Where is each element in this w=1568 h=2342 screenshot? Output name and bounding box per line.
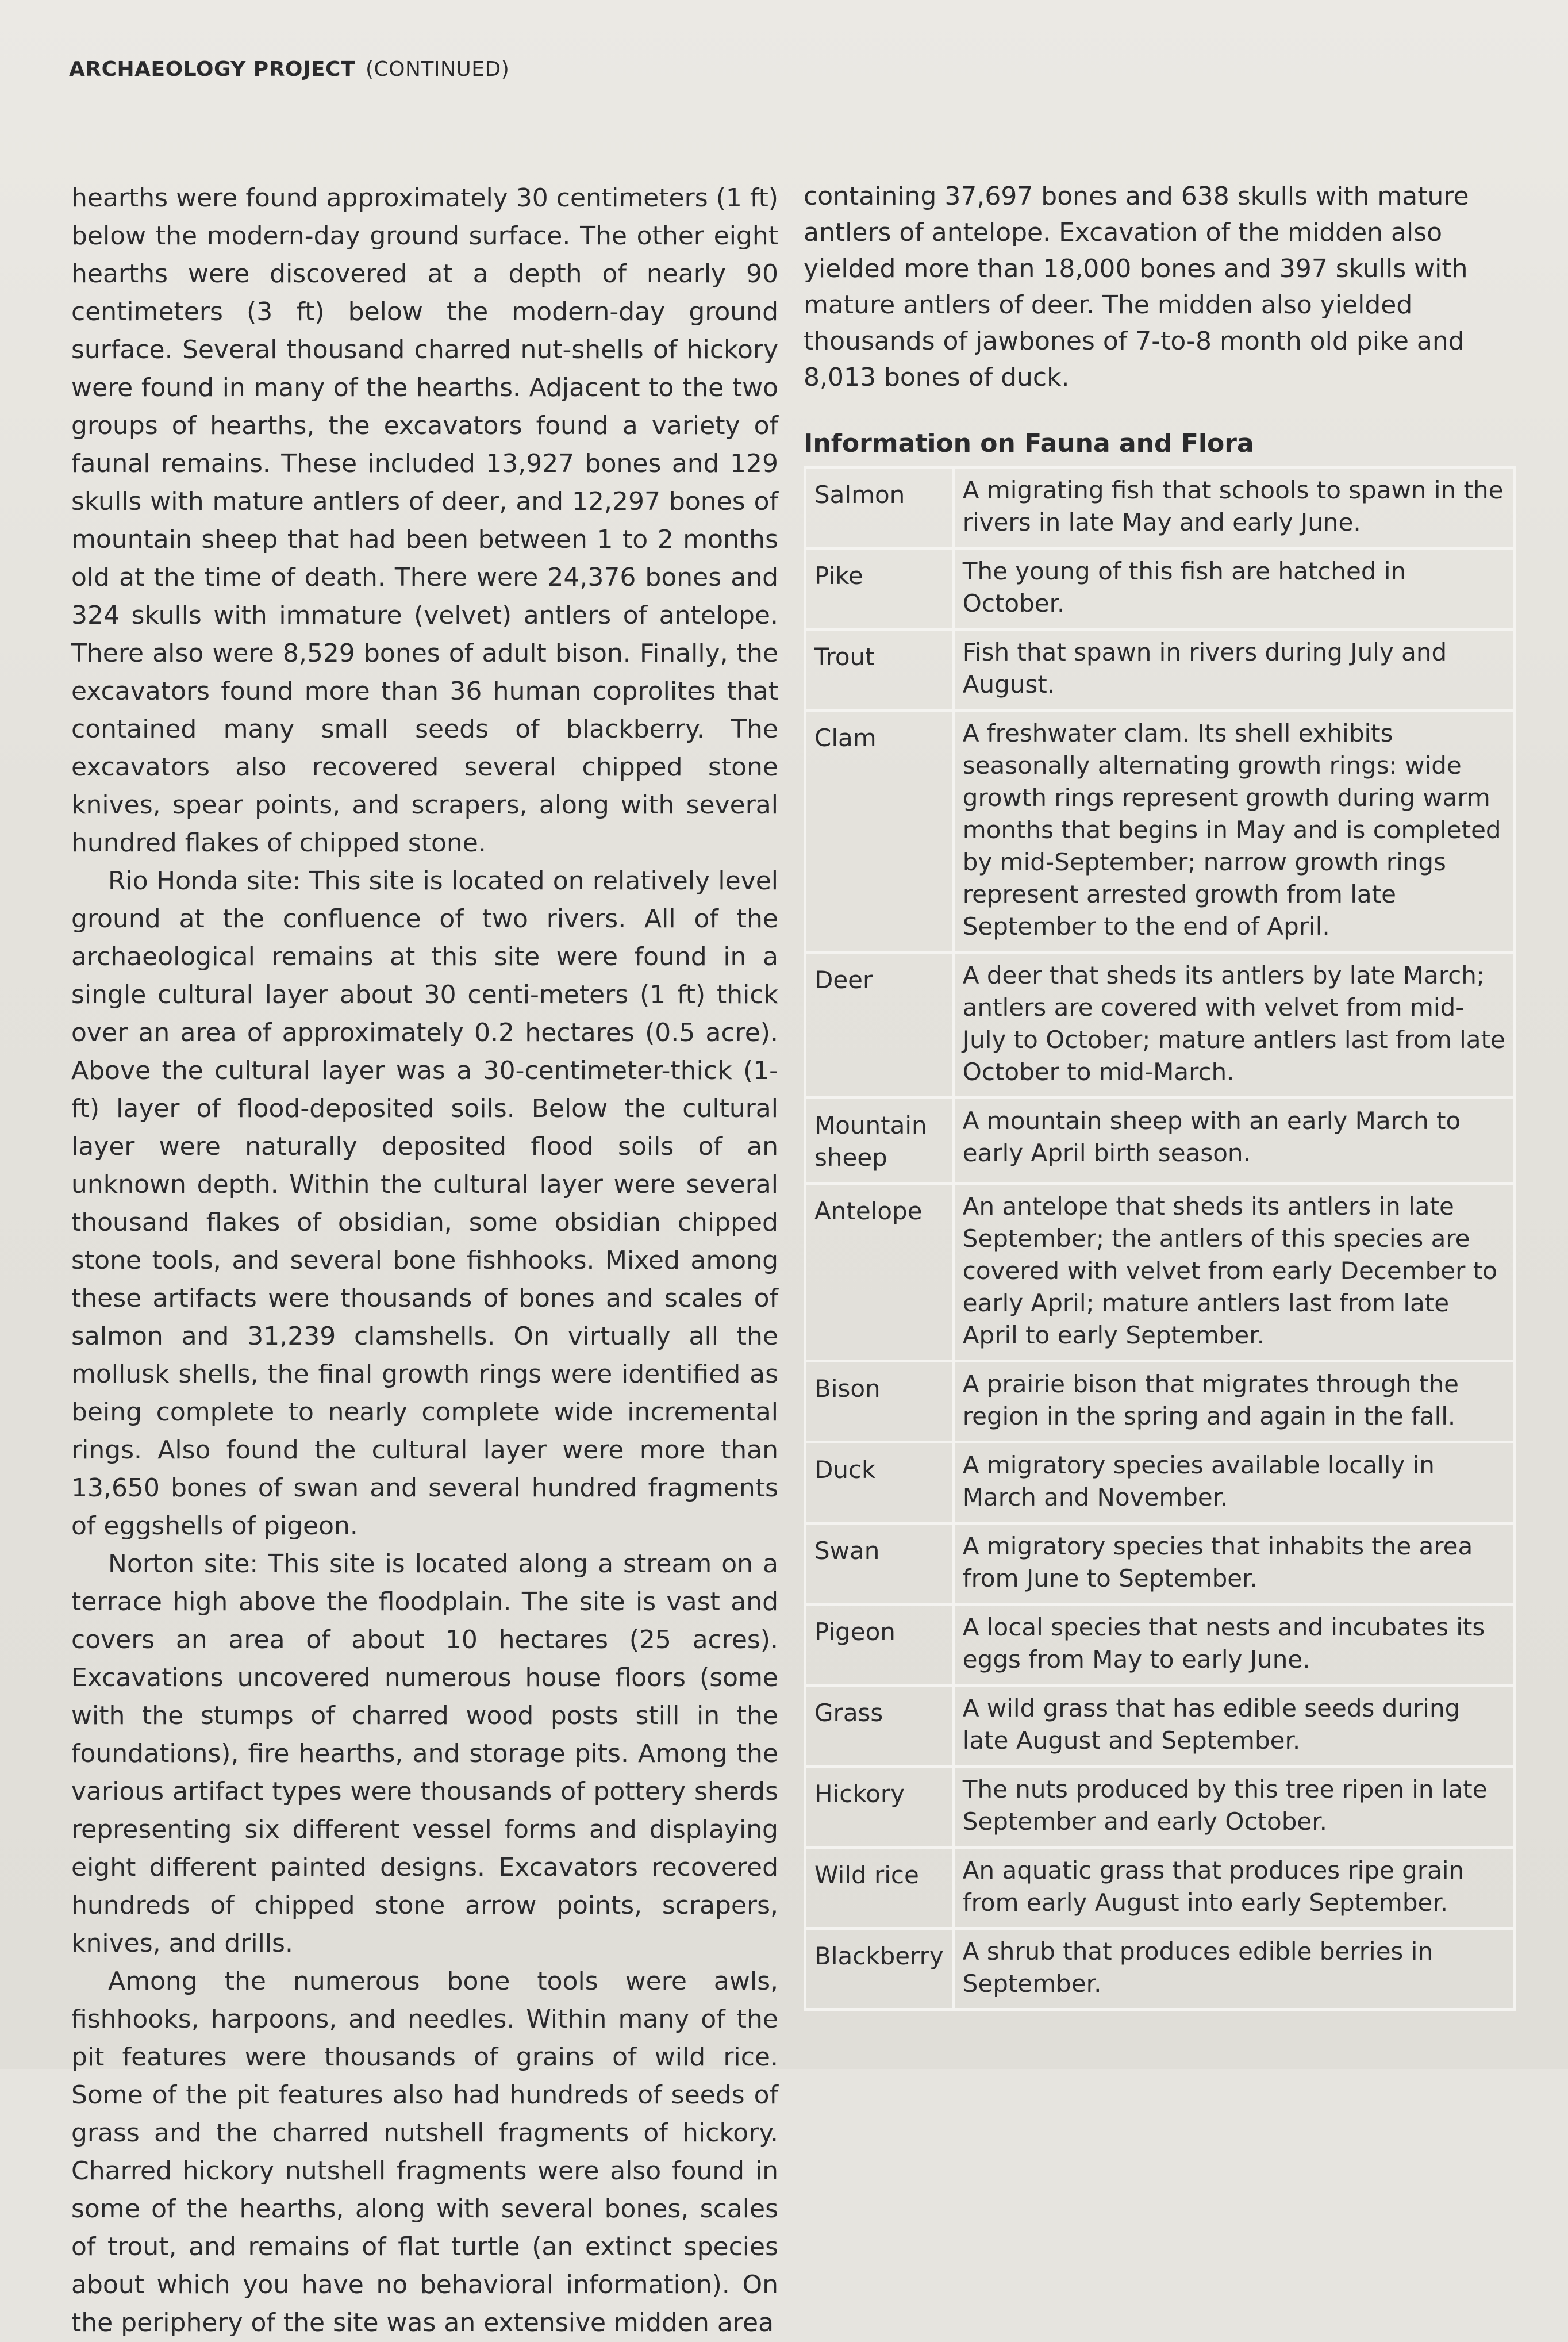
species-description: The young of this fish are hatched in October. [953,548,1515,629]
table-row-pike [805,548,1515,629]
table-row-mountain-sheep [805,1098,1515,1184]
species-description: An antelope that sheds its antlers in late September; the antlers of this species are covered with velvet from early December to early April; mature antlers last from late April to early September. [953,1184,1515,1361]
species-description: A wild grass that has edible seeds during late August and September. [953,1686,1515,1767]
paragraph-rio-honda-site: Rio Honda site: This site is located on relatively level ground at the confluence of two rivers. All of the archaeological remains at this site were found in a single cultural layer about 30 centi-meters (1 ft) thick over an area of approximately 0.2 hectares (0.5 acre). Above the cultural layer was a 30-centimeter-thick (1-ft) layer of flood-deposited soils. Below the cultural layer were naturally deposited flood soils of an unknown depth. Within the cultural layer were several thousand flakes of obsidian, some obsidian chipped stone tools, and several bone fishhooks. Mixed among these artifacts were thousands of bones and scales of salmon and 31,239 clamshells. On virtually all the mollusk shells, the final growth rings were identified as being complete to nearly complete wide incremental rings. Also found the cultural layer were more than 13,650 bones of swan and several hundred fragments of eggshells of pigeon. [71,866,778,1541]
table-row-swan [805,1523,1515,1604]
paragraph-hearths: hearths were found approximately 30 centimeters (1 ft) below the modern-day ground surface. The other eight hearths were discovered at a depth of nearly 90 centimeters (3 ft) below the modern-day ground surface. Several thousand charred nut-shells of hickory were found in many of the hearths. Adjacent to the two groups of hearths, the excavators found a variety of faunal remains. These included 13,927 bones and 129 skulls with mature antlers of deer, and 12,297 bones of mountain sheep that had been between 1 to 2 months old at the time of death. There were 24,376 bones and 324 skulls with immature (velvet) antlers of antelope. There also were 8,529 bones of adult bison. Finally, the excavators found more than 36 human coprolites that contained many small seeds of blackberry. The excavators also recovered several chipped stone knives, spear points, and scrapers, along with several hundred flakes of chipped stone. [71,183,778,858]
species-name: Pigeon [805,1604,954,1686]
header-title: ARCHAEOLOGY PROJECT [69,57,355,81]
header-subtitle: (CONTINUED) [365,57,510,81]
species-name: Salmon [805,467,954,548]
table-row-clam [805,711,1515,953]
species-name: Swan [805,1523,954,1604]
species-name: Trout [805,629,954,711]
running-header [69,57,509,81]
table-row-blackberry [805,1929,1515,2010]
species-description: A migratory species available locally in March and November. [953,1442,1515,1523]
species-description: A deer that sheds its antlers by late March; antlers are covered with velvet from mid-July to October; mature antlers last from late October to mid-March. [953,953,1515,1098]
species-name: Mountain sheep [805,1098,954,1184]
paragraph-midden: containing 37,697 bones and 638 skulls with mature antlers of antelope. Excavation of the midden also yielded more than 18,000 bones and 397 skulls with mature antlers of deer. The midden also yielded thousands of jawbones of 7-to-8 month old pike and 8,013 bones of duck. [804,182,1469,392]
right-column [804,178,1516,2011]
table-row-hickory [805,1767,1515,1848]
species-description: A prairie bison that migrates through the region in the spring and again in the fall. [953,1361,1515,1442]
species-name: Hickory [805,1767,954,1848]
table-row-antelope [805,1184,1515,1361]
species-name: Deer [805,953,954,1098]
table-title: Information on Fauna and Flora [804,429,1254,458]
table-row-wild-rice [805,1848,1515,1929]
table-row-grass [805,1686,1515,1767]
table-row-pigeon [805,1604,1515,1686]
species-name: Bison [805,1361,954,1442]
species-description: A local species that nests and incubates its eggs from May to early June. [953,1604,1515,1686]
species-description: A migrating fish that schools to spawn in the rivers in late May and early June. [953,467,1515,548]
species-description: Fish that spawn in rivers during July and August. [953,629,1515,711]
species-description: A migratory species that inhabits the area from June to September. [953,1523,1515,1604]
table-row-bison [805,1361,1515,1442]
species-name: Wild rice [805,1848,954,1929]
species-description: A freshwater clam. Its shell exhibits seasonally alternating growth rings: wide growth rings represent growth during warm months that begins in May and is completed by mid-September; narrow growth rings represent arrested growth from late September to the end of April. [953,711,1515,953]
table-row-trout [805,629,1515,711]
species-description: A mountain sheep with an early March to early April birth season. [953,1098,1515,1184]
species-name: Blackberry [805,1929,954,2010]
paragraph-norton-site: Norton site: This site is located along a stream on a terrace high above the floodplain. The site is vast and covers an area of about 10 hectares (25 acres). Excavations uncovered numerous house floors (some with the stumps of charred wood posts still in the foundations), fire hearths, and storage pits. Among the various artifact types were thousands of pottery sherds representing six different vessel forms and displaying eight different painted designs. Excavators recovered hundreds of chipped stone arrow points, scrapers, knives, and drills. [71,1549,778,1958]
paragraph-bone-tools: Among the numerous bone tools were awls, fishhooks, harpoons, and needles. Within many of the pit features were thousands of grains of wild rice. Some of the pit features also had hundreds of seeds of grass and the charred nutshell fragments of hickory. Charred hickory nutshell fragments were also found in some of the hearths, along with several bones, scales of trout, and remains of flat turtle (an extinct species about which you have no behavioral information). On the periphery of the site was an extensive midden area [71,1967,778,2337]
species-name: Antelope [805,1184,954,1361]
table-row-deer [805,953,1515,1098]
species-name: Grass [805,1686,954,1767]
species-name: Duck [805,1442,954,1523]
table-row-salmon [805,467,1515,548]
species-description: A shrub that produces edible berries in September. [953,1929,1515,2010]
table-row-duck [805,1442,1515,1523]
fauna-flora-table [804,466,1516,2011]
left-column [71,179,778,2342]
species-description: An aquatic grass that produces ripe grain from early August into early September. [953,1848,1515,1929]
species-name: Pike [805,548,954,629]
species-name: Clam [805,711,954,953]
species-description: The nuts produced by this tree ripen in late September and early October. [953,1767,1515,1848]
